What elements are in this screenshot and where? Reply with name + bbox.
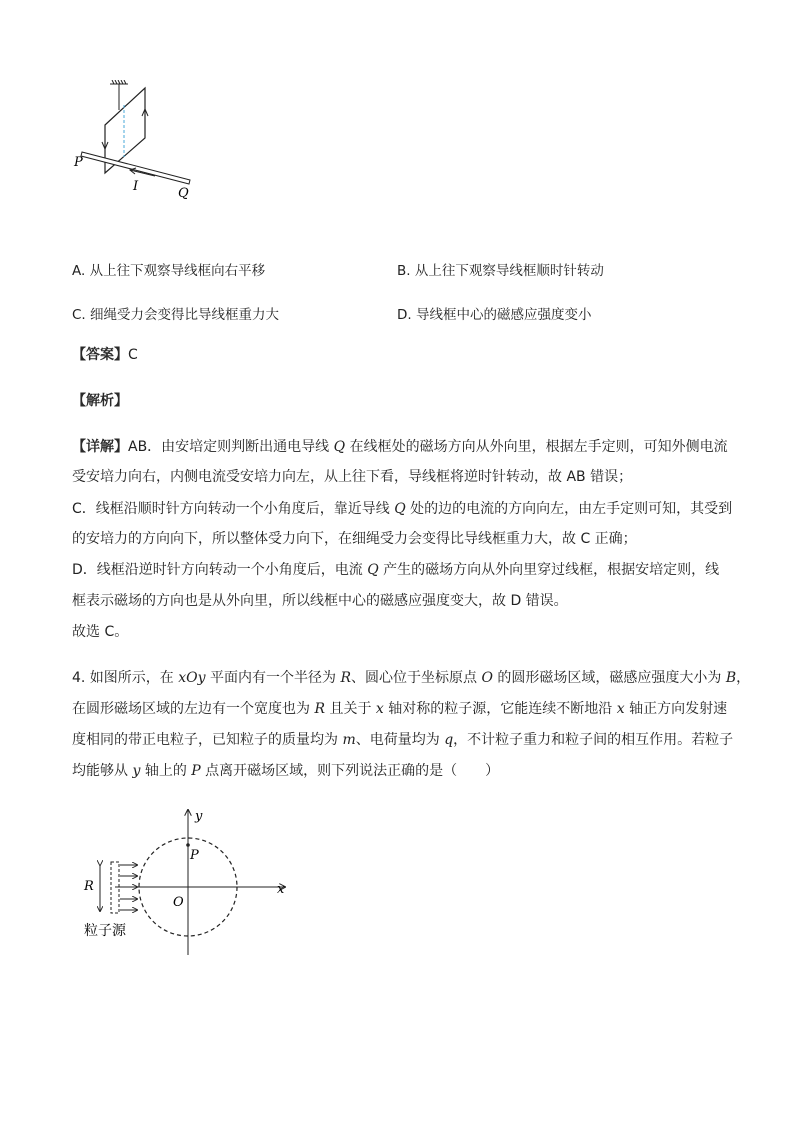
analysis-heading [72,391,128,411]
label-i: I [133,179,139,194]
option-d: D. 导线框中心的磁感应强度变小 [397,307,592,323]
option-a: A. 从上往下观察导线框向右平移 [72,263,266,279]
detail-line-4: 的安培力的方向向下，所以整体受力向下，在细绳受力会变得比导线框重力大，故 C 正确； [72,531,637,547]
answer-line [72,345,138,365]
label-o: O [173,895,184,910]
label-q: Q [178,186,189,201]
question4-line-2: 在圆形磁场区域的左边有一个宽度也为 R 且关于 x 轴对称的粒子源，它能连续不断地沿 x 轴正方向发射速 [72,701,728,717]
detail-line-3: C．线框沿顺时针方向转动一个小角度后，靠近导线 Q 处的边的电流的方向向左，由左手定则可知，其受到 [72,501,733,517]
question4-line-1: 4. 如图所示，在 xOy 平面内有一个半径为 R、圆心位于坐标原点 O 的圆形磁场区域，磁感应强度大小为 B， [72,670,751,686]
option-c: C. 细绳受力会变得比导线框重力大 [72,307,280,323]
label-x: x [277,882,285,897]
question4-line-4: 均能够从 y 轴上的 P 点离开磁场区域，则下列说法正确的是（ ） [72,763,500,779]
figure-magnetic-field [80,805,300,960]
label-p: P [190,848,199,863]
answer-value: C [128,347,138,363]
answer-label: 【答案】 [72,347,128,363]
question4-line-3: 度相同的带正电粒子，已知粒子的质量均为 m、电荷量均为 q，不计粒子重力和粒子间的相互作用。若粒子 [72,732,734,748]
detail-line-1: 【详解】AB．由安培定则判断出通电导线 Q 在线框处的磁场方向从外向里，根据左手定则，可知外侧电流 [72,439,728,455]
label-r: R [84,879,94,894]
detail-line-5: D．线框沿逆时针方向转动一个小角度后，电流 Q 产生的磁场方向从外向里穿过线框，根据安培定则，线 [72,562,720,578]
detail-line-7: 故选 C。 [72,624,129,640]
figure-wire-frame [70,80,200,205]
option-b: B. 从上往下观察导线框顺时针转动 [397,263,604,279]
detail-label: 【详解】 [72,439,128,455]
label-p: P [74,155,83,170]
label-y: y [195,809,203,824]
particle-arrows [120,865,137,910]
label-particle-source: 粒子源 [84,923,126,939]
analysis-label: 【解析】 [72,393,128,409]
ceiling-support [110,80,128,84]
detail-line-2: 受安培力向右，内侧电流受安培力向左，从上往下看，导线框将逆时针转动，故 AB 错误； [72,469,633,485]
point-p [186,843,190,847]
detail-line-6: 框表示磁场的方向也是从外向里，所以线框中心的磁感应强度变大，故 D 错误。 [72,593,568,609]
